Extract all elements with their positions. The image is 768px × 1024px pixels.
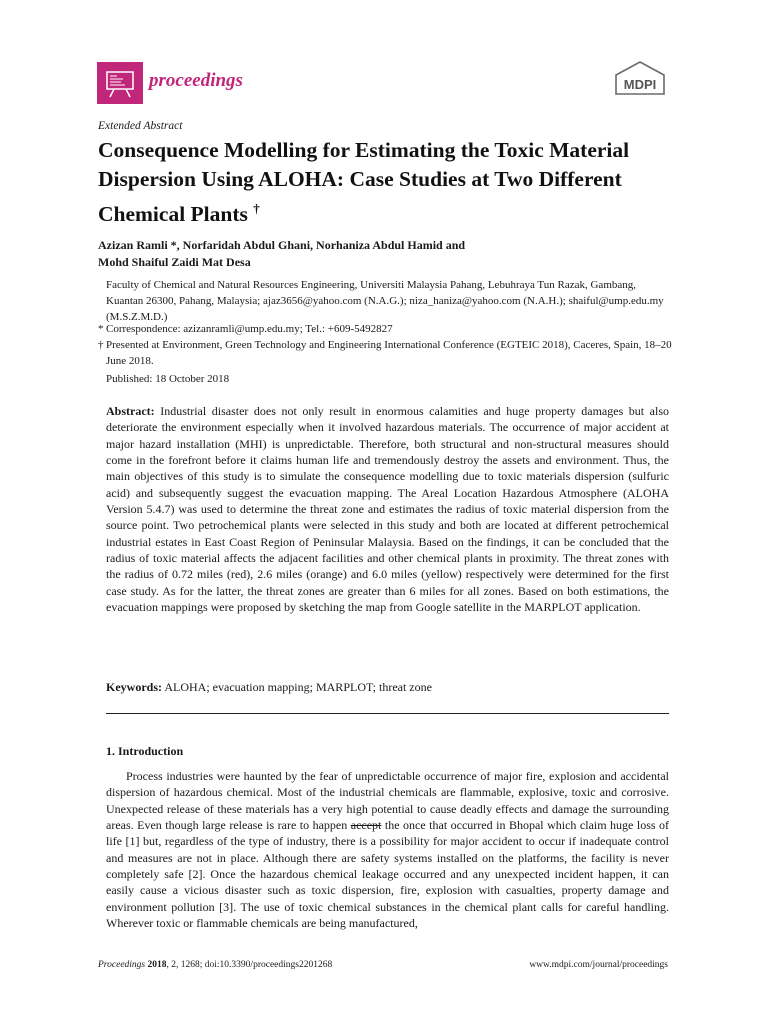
article-title [98,136,678,229]
correspondence [98,321,676,337]
proceedings-logo-icon [97,62,143,104]
footer-year: 2018 [147,960,167,970]
presented-mark: † [98,339,104,351]
mdpi-logo-icon [612,60,668,96]
correspondence-text: Correspondence: azizanramli@ump.edu.my; Tel.: +609-5492827 [106,323,393,335]
abstract-label: Abstract: [106,404,155,418]
correspondence-mark: * [98,323,104,335]
keywords [106,680,669,695]
keywords-label: Keywords: [106,680,162,694]
authors-line-2: Mohd Shaiful Zaidi Mat Desa [98,255,251,269]
published-date: Published: 18 October 2018 [106,373,230,385]
intro-text-after: the once that occurred in Bhopal which claim huge loss of life [1] but, regardless of the type of industry, there is a possibility for major accident to occur if inadequate control and measures are not in place. Although there are safety systems installed on the platforms, the facility is never completely safe [2]. Once the hazardous chemical leakage occurred and any unexpected incident happen, it can easily cause a vicious disaster such as toxic dispersion, fire, explosion with casualties, property damage and environment pollution [3]. The use of toxic chemical substances in the chemical plant calls for careful handling. Wherever toxic or flammable chemicals are being manufactured, [106,818,670,931]
intro-text-before: Process industries were haunted by the fear of unpredictable occurrence of major fire, explosion and accidental dispersion of hazardous chemical. Most of the industrial chemicals are flammable, explosive, toxic and corrosive. Unexpected release of these materials has a very high potential to cause deadly effects and damage the surrounding areas. Even though large release is rare to happen [106,769,669,833]
section-heading: 1. Introduction [106,744,184,758]
authors-line-1: Azizan Ramli *, Norfaridah Abdul Ghani, Norhaniza Abdul Hamid and [98,238,466,252]
presented-text: Presented at Environment, Green Technology and Engineering International Conference (EGTEIC 2018), Caceres, Spain, 18–20 June 2018. [106,339,672,367]
article-type: Extended Abstract [98,120,183,132]
abstract-text: Industrial disaster does not only result in enormous calamities and huge property damages but also deteriorate the environment especially when it involved hazardous materials. The occurrence of major accident at major hazard installation (MHI) is unpredictable. Therefore, both structural and non-structural measures should come in the forefront before it claims human life and tremendously destroy the assets and environment. Thus, the main objectives of this study is to simulate the consequence modelling due to toxic materials dispersion (sulfuric acid) and subsequently suggest the evacuation mapping. The Areal Location Hazardous Atmosphere (ALOHA Version 5.4.7) was used to determine the threat zone and estimates the radius of toxic material dispersion from the source point. Two petrochemical plants were selected in this study and both are located at different petrochemical industrial estates in East Coast Region of Peninsular Malaysia. Based on the findings, it can be concluded that the radius of toxic material affects the adjacent facilities and other chemical plants in proximity. The threat zones with the radius of 0.72 miles (red), 2.6 miles (orange) and 6.0 miles (yellow) respectively were determined for the first case study. As for the latter, the threat zones are greater than 6 miles for all zones. Based on both estimations, the evacuation mappings were proposed by sketching the map from Google satellite in the MARPLOT application. [106,404,669,615]
abstract [106,403,669,615]
journal-name: proceedings [149,70,243,91]
title-text: Consequence Modelling for Estimating the Toxic Material Dispersion Using ALOHA: Case Studies at Two Different Chemical Plants [98,138,630,227]
introduction-paragraph [106,768,669,931]
struck-word: accept [350,818,382,833]
divider [106,713,669,714]
footer-url[interactable]: www.mdpi.com/journal/proceedings [529,960,668,970]
title-mark: † [253,201,260,216]
footer-journal: Proceedings [98,960,146,970]
mdpi-logo-text: MDPI [623,77,657,92]
footer-rest: , 2, 1268; doi:10.3390/proceedings2201268 [166,960,333,970]
author-list [98,237,658,271]
keywords-text: ALOHA; evacuation mapping; MARPLOT; threat zone [164,680,432,694]
footer-citation [98,960,332,970]
presented-note [98,337,676,369]
affiliation: Faculty of Chemical and Natural Resources Engineering, Universiti Malaysia Pahang, Lebuhraya Tun Razak, Gambang, Kuantan 26300, Pahang, Malaysia; ajaz3656@yahoo.com (N.A.G.); niza_haniza@yahoo.com (N.A.H.); shaiful@ump.edu.my (M.S.Z.M.D.) [106,279,664,323]
